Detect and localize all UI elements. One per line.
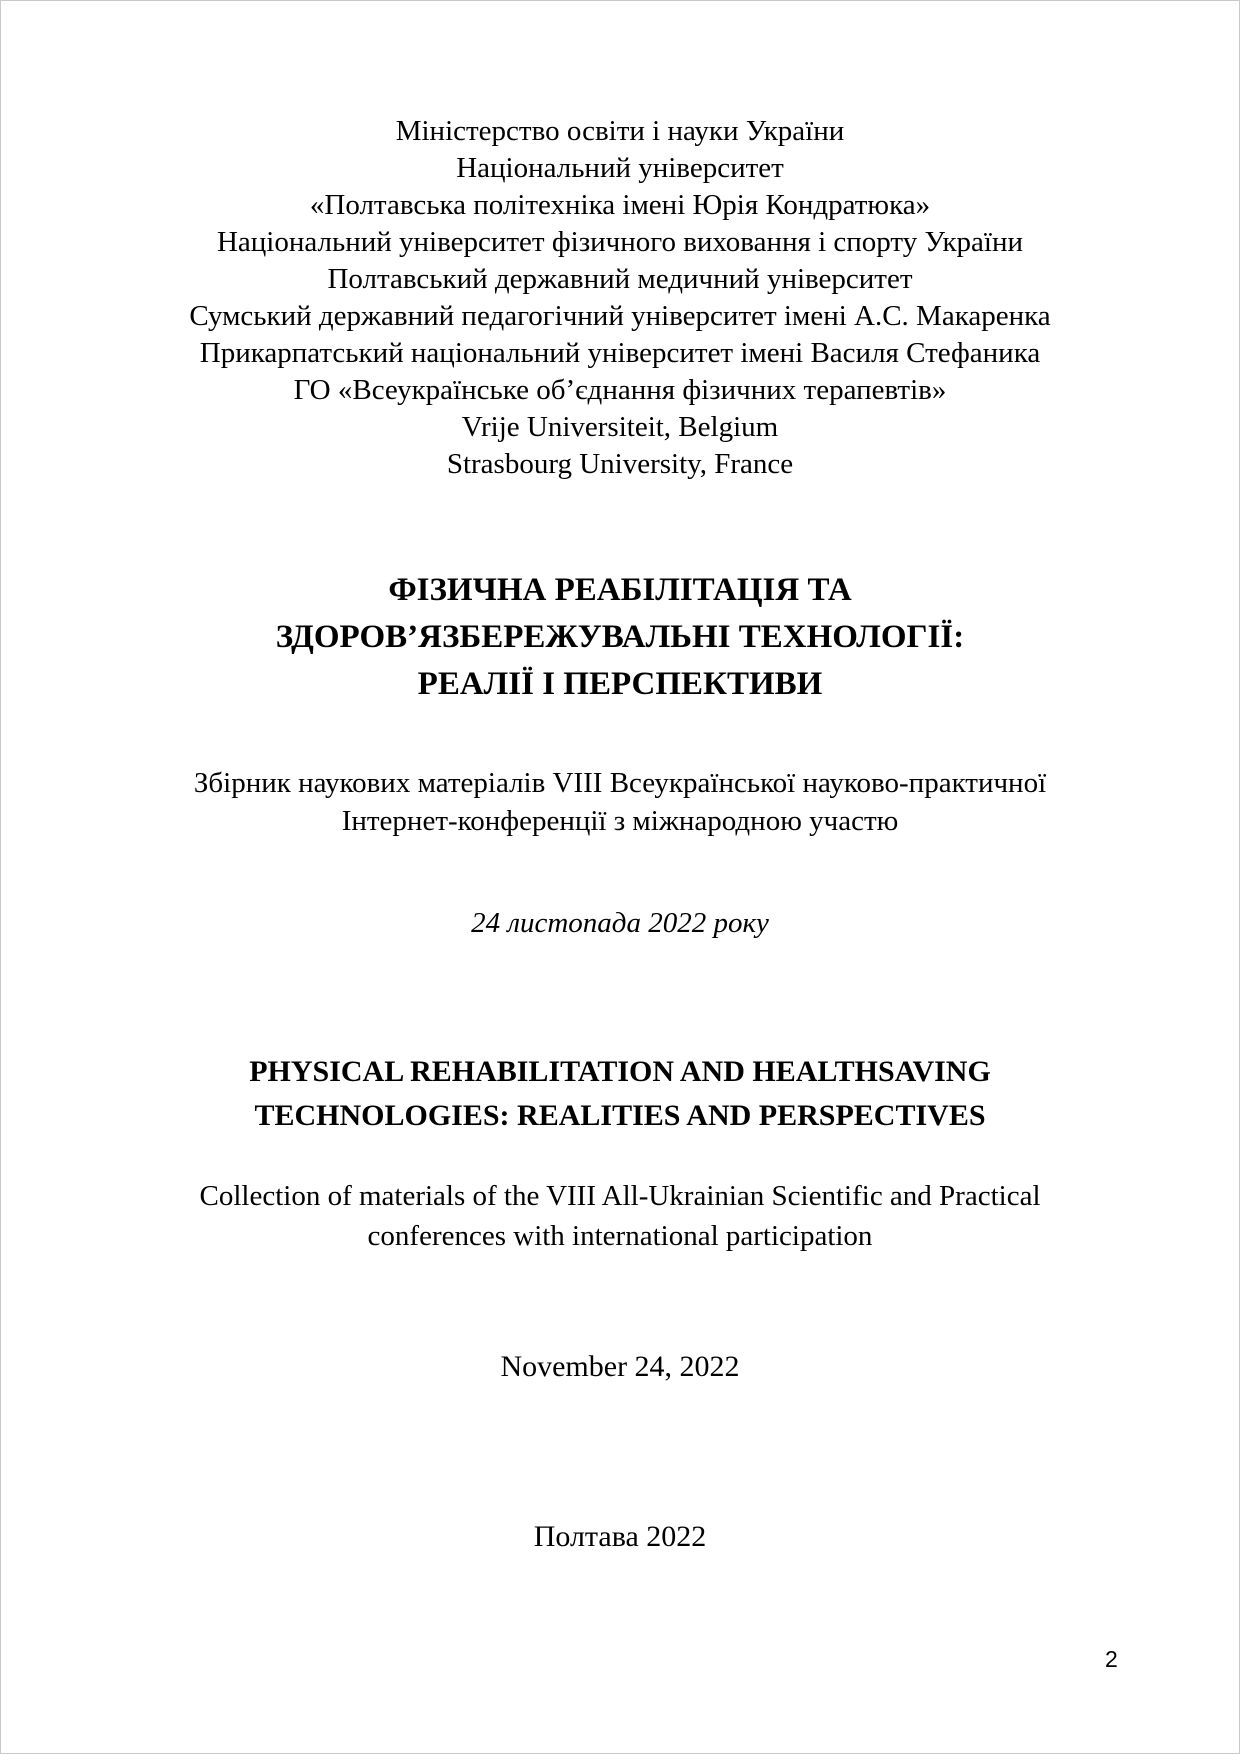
- conference-date-english: November 24, 2022: [500, 1350, 740, 1383]
- organizer-line: Strasbourg University, France: [446, 448, 794, 480]
- main-title-ukrainian: [1, 567, 1239, 708]
- subtitle-line: conferences with international participation: [367, 1220, 873, 1252]
- organizer-line: Національний університет фізичного виховання і спорту України: [216, 226, 1024, 258]
- main-title-line: PHYSICAL REHABILITATION AND HEALTHSAVING: [249, 1055, 991, 1088]
- organizer-line: Сумський державний педагогічний університет імені А.С. Макаренка: [189, 300, 1051, 332]
- organizer-line: Національний університет: [456, 152, 784, 184]
- organizer-line: ГО «Всеукраїнське об’єднання фізичних терапевтів»: [293, 374, 947, 406]
- main-title-line: РЕАЛІЇ І ПЕРСПЕКТИВИ: [417, 666, 823, 702]
- subtitle-line: Інтернет-конференції з міжнародною участю: [341, 805, 899, 837]
- organizer-line: Vrije Universiteit, Belgium: [461, 411, 779, 443]
- main-title-line: TECHNOLOGIES: REALITIES AND PERSPECTIVES: [254, 1099, 986, 1132]
- organizer-line: Прикарпатський національний університет імені Василя Стефаника: [199, 337, 1041, 369]
- subtitle-line: Collection of materials of the VIII All-Ukrainian Scientific and Practical: [199, 1180, 1041, 1212]
- place-and-year: Полтава 2022: [533, 1520, 707, 1553]
- main-title-line: ЗДОРОВ’ЯЗБЕРЕЖУВАЛЬНІ ТЕХНОЛОГІЇ:: [275, 619, 965, 655]
- subtitle-line: Збірник наукових матеріалів VIII Всеукраїнської науково-практичної: [193, 767, 1047, 799]
- organizer-line: Міністерство освіти і науки України: [395, 115, 845, 147]
- conference-date-ukrainian: 24 листопада 2022 року: [471, 907, 769, 939]
- organizer-line: Полтавський державний медичний університет: [327, 263, 913, 295]
- page-number: 2: [1105, 1646, 1118, 1672]
- page-content: [1, 1, 1239, 1556]
- subtitle-english: [1, 1176, 1239, 1256]
- main-title-english: [1, 1050, 1239, 1138]
- organizers-block: [1, 113, 1239, 483]
- main-title-line: ФІЗИЧНА РЕАБІЛІТАЦІЯ ТА: [388, 572, 852, 608]
- organizer-line: «Полтавська політехніка імені Юрія Кондратюка»: [309, 189, 931, 221]
- subtitle-ukrainian: [1, 764, 1239, 840]
